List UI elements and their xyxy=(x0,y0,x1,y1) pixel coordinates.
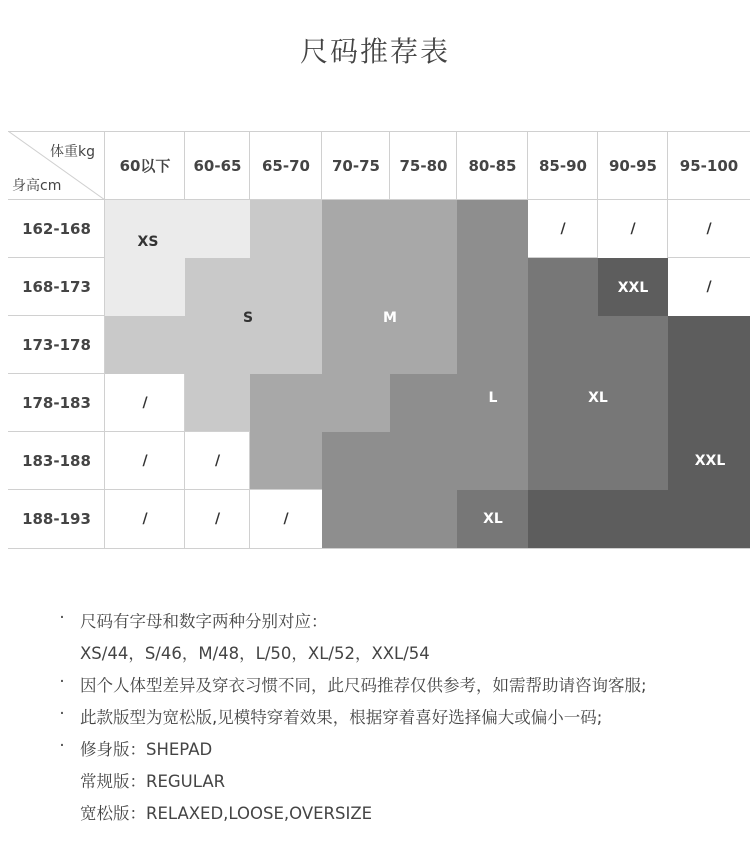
size-label-xxl: XXL xyxy=(694,453,726,469)
note-text: 修身版：SHEPAD xyxy=(80,740,213,759)
na-cell: / xyxy=(630,221,636,237)
weight-header: 60以下 xyxy=(119,157,171,175)
size-label-l: L xyxy=(488,390,498,406)
size-region-m xyxy=(250,432,322,490)
size-region-l xyxy=(322,490,457,548)
height-header: 168-173 xyxy=(22,278,91,296)
weight-header: 80-85 xyxy=(468,156,517,175)
bullet: · xyxy=(59,704,65,723)
na-cell: / xyxy=(706,279,712,295)
size-region-l xyxy=(457,258,528,374)
size-region-m xyxy=(322,200,457,374)
na-cell: / xyxy=(142,395,148,411)
na-cell: / xyxy=(706,221,712,237)
size-region-xs xyxy=(105,258,185,316)
height-header: 188-193 xyxy=(22,510,91,528)
na-cell: / xyxy=(214,453,221,469)
weight-header: 65-70 xyxy=(262,156,310,175)
height-header: 173-178 xyxy=(22,336,91,354)
weight-axis-label: 体重kg xyxy=(50,144,95,160)
height-header: 162-168 xyxy=(22,220,91,238)
height-header: 178-183 xyxy=(22,394,91,412)
note-text: 此款版型为宽松版,见模特穿着效果，根据穿着喜好选择偏大或偏小一码; xyxy=(80,708,603,727)
na-cell: / xyxy=(142,453,148,469)
size-label-m: M xyxy=(383,310,397,326)
bullet: · xyxy=(59,672,65,691)
note-text: XS/44，S/46，M/48，L/50，XL/52，XXL/54 xyxy=(80,644,430,663)
size-label-xxl: XXL xyxy=(617,280,649,296)
na-cell: / xyxy=(283,511,289,527)
weight-header: 90-95 xyxy=(609,156,657,175)
size-region-m xyxy=(250,374,390,432)
size-region-l xyxy=(322,432,528,490)
weight-header: 70-75 xyxy=(332,156,380,175)
size-region-l xyxy=(457,200,528,258)
weight-header: 75-80 xyxy=(399,156,448,175)
na-cell: / xyxy=(560,221,566,237)
size-label-xl: XL xyxy=(483,511,503,527)
weight-header: 95-100 xyxy=(679,156,739,175)
size-label-xl: XL xyxy=(588,390,608,406)
size-region-xl xyxy=(528,258,598,316)
weight-header: 60-65 xyxy=(193,156,242,175)
size-label-xs: XS xyxy=(137,234,159,250)
size-region-s xyxy=(185,374,250,432)
bullet: · xyxy=(59,736,65,755)
height-header: 183-188 xyxy=(22,452,91,470)
note-text: 宽松版：RELAXED,LOOSE,OVERSIZE xyxy=(80,804,373,823)
bullet: · xyxy=(59,608,65,627)
size-region-s xyxy=(250,200,322,258)
weight-header: 85-90 xyxy=(539,156,587,175)
na-cell: / xyxy=(214,511,221,527)
note-text: 常规版：REGULAR xyxy=(80,772,226,791)
na-cell: / xyxy=(142,511,148,527)
height-axis-label: 身高cm xyxy=(12,178,62,194)
note-text: 因个人体型差异及穿衣习惯不同，此尺码推荐仅供参考，如需帮助请咨询客服; xyxy=(80,676,647,695)
note-text: 尺码有字母和数字两种分别对应： xyxy=(80,612,328,631)
size-label-s: S xyxy=(242,310,254,326)
size-region-xxl xyxy=(528,490,750,548)
page-title: 尺码推荐表 xyxy=(299,35,450,68)
